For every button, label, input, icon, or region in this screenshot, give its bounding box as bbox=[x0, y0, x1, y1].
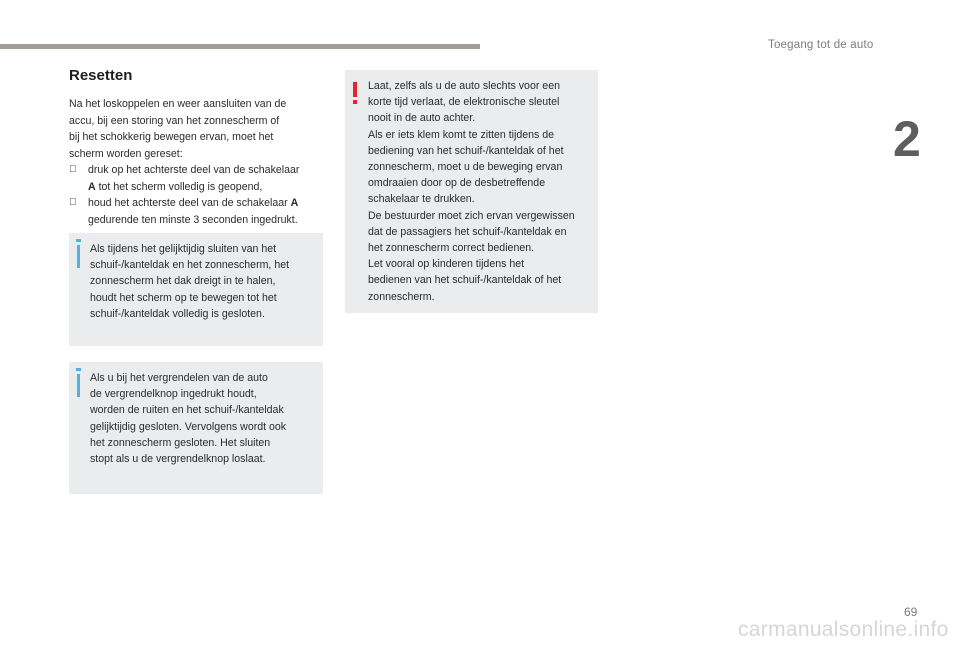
bullet-item bbox=[69, 195, 331, 228]
note-line: De bestuurder moet zich ervan vergewissen bbox=[368, 209, 575, 222]
note-line: zonnescherm. bbox=[368, 290, 435, 303]
note-line: bediening van het schuif-/kanteldak of het bbox=[368, 144, 564, 157]
note-line: het zonnescherm correct bedienen. bbox=[368, 242, 535, 255]
arrow-bullet-icon bbox=[69, 162, 77, 179]
intro-line: accu, bij een storing van het zonnescherm of bbox=[69, 114, 280, 127]
note-line: Als u bij het vergrendelen van de auto bbox=[90, 372, 268, 384]
info-note bbox=[69, 233, 323, 346]
watermark[interactable]: carmanualsonline.info bbox=[738, 618, 949, 641]
info-icon bbox=[77, 374, 80, 397]
note-line: worden de ruiten en het schuif-/kanteldak bbox=[90, 404, 284, 417]
bullet-line: druk op het achterste deel van de schakelaar bbox=[88, 164, 300, 176]
warning-note-text bbox=[368, 78, 596, 305]
note-line: Als er iets klem komt te zitten tijdens de bbox=[368, 128, 555, 141]
note-line: gelijktijdig gesloten. Vervolgens wordt ook bbox=[90, 420, 287, 433]
note-line: schakelaar te drukken. bbox=[368, 193, 475, 206]
switch-label: A bbox=[88, 180, 96, 193]
info-note bbox=[69, 362, 323, 494]
switch-label: A bbox=[290, 197, 299, 209]
intro-paragraph bbox=[69, 96, 331, 228]
bullet-item bbox=[69, 162, 331, 195]
info-note-text bbox=[90, 241, 320, 322]
note-line: schuif-/kanteldak en het zonnescherm, het bbox=[90, 259, 290, 272]
warning-icon bbox=[353, 82, 357, 97]
note-line: nooit in de auto achter. bbox=[368, 112, 476, 125]
note-line: Als tijdens het gelijktijdig sluiten van het bbox=[90, 243, 277, 255]
note-line: korte tijd verlaat, de elektronische sleutel bbox=[368, 96, 560, 109]
note-line: Laat, zelfs als u de auto slechts voor een bbox=[368, 80, 560, 92]
bullet-line bbox=[88, 179, 331, 196]
note-line: stopt als u de vergrendelknop loslaat. bbox=[90, 453, 266, 466]
note-line: omdraaien door op de desbetreffende bbox=[368, 177, 546, 190]
chapter-number: 2 bbox=[893, 111, 921, 167]
bullet-line-rest: tot het scherm volledig is geopend, bbox=[95, 180, 263, 193]
intro-line: bij het schokkerig bewegen ervan, moet het bbox=[69, 131, 274, 143]
intro-line: Na het loskoppelen en weer aansluiten van de bbox=[69, 98, 287, 110]
note-line: houdt het scherm op te bewegen tot het bbox=[90, 291, 277, 304]
note-line: zonnescherm, moet u de beweging ervan bbox=[368, 161, 563, 174]
page-heading: Resetten bbox=[69, 67, 133, 84]
note-line: dat de passagiers het schuif-/kanteldak en bbox=[368, 225, 567, 238]
note-line: het zonnescherm gesloten. Het sluiten bbox=[90, 436, 271, 449]
bullet-line bbox=[88, 195, 331, 212]
info-note-text bbox=[90, 370, 320, 467]
note-line: de vergrendelknop ingedrukt houdt, bbox=[90, 388, 257, 401]
note-line: zonnescherm het dak dreigt in te halen, bbox=[90, 275, 276, 288]
intro-line: scherm worden gereset: bbox=[69, 147, 183, 160]
note-line: schuif-/kanteldak volledig is gesloten. bbox=[90, 307, 265, 320]
warning-note bbox=[345, 70, 598, 313]
note-line: Let vooral op kinderen tijdens het bbox=[368, 258, 525, 271]
note-line: bedienen van het schuif-/kanteldak of het bbox=[368, 274, 562, 287]
section-title: Toegang tot de auto bbox=[768, 39, 874, 51]
header-bar bbox=[0, 44, 480, 49]
bullet-line-text: houd het achterste deel van de schakelaar bbox=[88, 197, 291, 209]
page-number: 69 bbox=[904, 605, 918, 619]
arrow-bullet-icon bbox=[69, 195, 77, 212]
bullet-line: gedurende ten minste 3 seconden ingedrukt. bbox=[88, 213, 298, 226]
info-icon bbox=[77, 245, 80, 268]
